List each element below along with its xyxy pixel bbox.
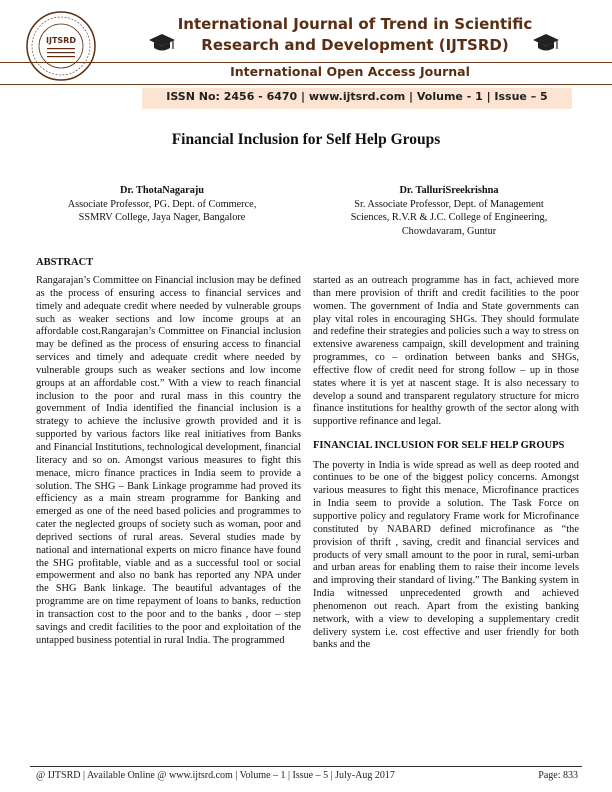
issn-line: ISSN No: 2456 - 6470 | www.ijtsrd.com | Volume - 1 | Issue – 5 <box>166 90 548 103</box>
open-access-label: International Open Access Journal <box>230 64 470 79</box>
abstract-text: Rangarajan’s Committee on Financial inclusion may be defined as the process of ensuring access to financial services and timely and adequate credit where needed by vulnerable groups such as weaker sections and low income groups at an affordable cost.Rangarajan’s Committee on Financial inclusion may be defined as the process of ensuring access to financial services and timely and adequate credit where needed by vulnerable groups such as weaker sections and low income groups at an affordable cost.” With a view to reach financial inclusion to the poor and rural mass in this country the government of India identified the financial inclusion is a strategy to achieve the inclusive growth provided and it is supported by various factors like real initiatives from Banks and Financial Institutions, technological development, financial literacy and so on. Amongst various measures to fight this menace, micro finance practices in India seem to provide a solution. The SHG – Bank Linkage programme had proved its efficiency as a main stream programme for Banking and emerged as one of the need based policies and programmes to cater the neglected groups of society such as woman, poor and deprived sections of rural areas. Several studies made by national and international experts on micro finance have found the SHG profitable, viable and as a successful tool or social empowerment and also no bank has reported any NPA under the SHG Bank linkage. The beautiful advantages of the programme are on time repayment of loans to banks, reduction in transaction cost to the poor and to the banks , door – step savings and credit facilities to the poor and exploitation of the untapped business potential in rural India. The programmed <box>36 275 301 646</box>
journal-title <box>135 14 575 56</box>
journal-title-line1: International Journal of Trend in Scientific <box>177 15 533 33</box>
author-affiliation: Sciences, R.V.R & J.C. College of Engineering, <box>350 212 548 223</box>
section-text: The poverty in India is wide spread as well as deep rooted and continues to be one of the biggest policy concerns. Amongst various measures to fight this menace, Microfinance practices in India seem to provide a solution. The Task Force on supportive policy and regulatory Frame work for Microfinance constituted by NABARD defined microfinance as “the provision of thrift , saving, credit and financial services and products of very small amount to the poor in rural, semi-urban and urban areas for enabling them to raise their income levels and improving their standard of living.” The Banking system in India witnessed unprecedented growth and achieved phenomenon out reach. Apart from the existing banking network, with a view to developing a supplementary credit delivery system i.e. cost effective and user friendly for both banks and the <box>313 459 579 651</box>
page-number: Page: 833 <box>538 770 578 781</box>
author-affiliation: Chowdavaram, Guntur <box>401 225 497 237</box>
footer-citation: @ IJTSRD | Available Online @ www.ijtsrd.com | Volume – 1 | Issue – 5 | July-Aug 2017 <box>36 770 395 781</box>
left-column <box>36 275 301 647</box>
header-divider <box>0 62 612 63</box>
graduation-cap-icon <box>148 32 176 54</box>
ijtsrd-logo-icon <box>25 10 97 82</box>
paper-title: Financial Inclusion for Self Help Groups <box>171 131 441 148</box>
journal-header <box>0 0 612 112</box>
author-affiliation: Associate Professor, PG. Dept. of Commerce, <box>67 198 257 210</box>
right-column <box>313 275 579 652</box>
journal-title-line2: Research and Development (IJTSRD) <box>201 36 509 54</box>
author-name: Dr. ThotaNagaraju <box>119 185 205 196</box>
header-divider <box>0 84 612 85</box>
abstract-continued: started as an outreach programme has in fact, achieved more than mere provision of thrift and credit facilities to the poor women. The government of India and State governments can play vital roles in encouraging SHGs. They should formulate and redefine their strategies and policies such a way to stress on extensive awareness campaign, skill development and training programmes, co – ordination between banks and SHGs, effective flow of credit need for strong follow – up in those states where it is yet at nascent stage. It is also necessary to develop a sound and transparent regulatory structure for micro finance institutions for healthy growth of the sector along with supportive refinance and legal. <box>313 275 579 428</box>
author-affiliation: Sr. Associate Professor, Dept. of Management <box>354 198 544 210</box>
author-block <box>318 184 580 238</box>
logo-text: IJTSRD <box>46 36 76 45</box>
section-heading: FINANCIAL INCLUSION FOR SELF HELP GROUPS <box>313 440 565 452</box>
author-block <box>36 184 288 225</box>
author-name: Dr. TalluriSreekrishna <box>399 185 499 196</box>
author-affiliation: SSMRV College, Jaya Nager, Bangalore <box>78 212 246 223</box>
graduation-cap-icon <box>532 32 560 54</box>
footer-divider <box>30 766 582 767</box>
abstract-heading: ABSTRACT <box>36 257 94 268</box>
